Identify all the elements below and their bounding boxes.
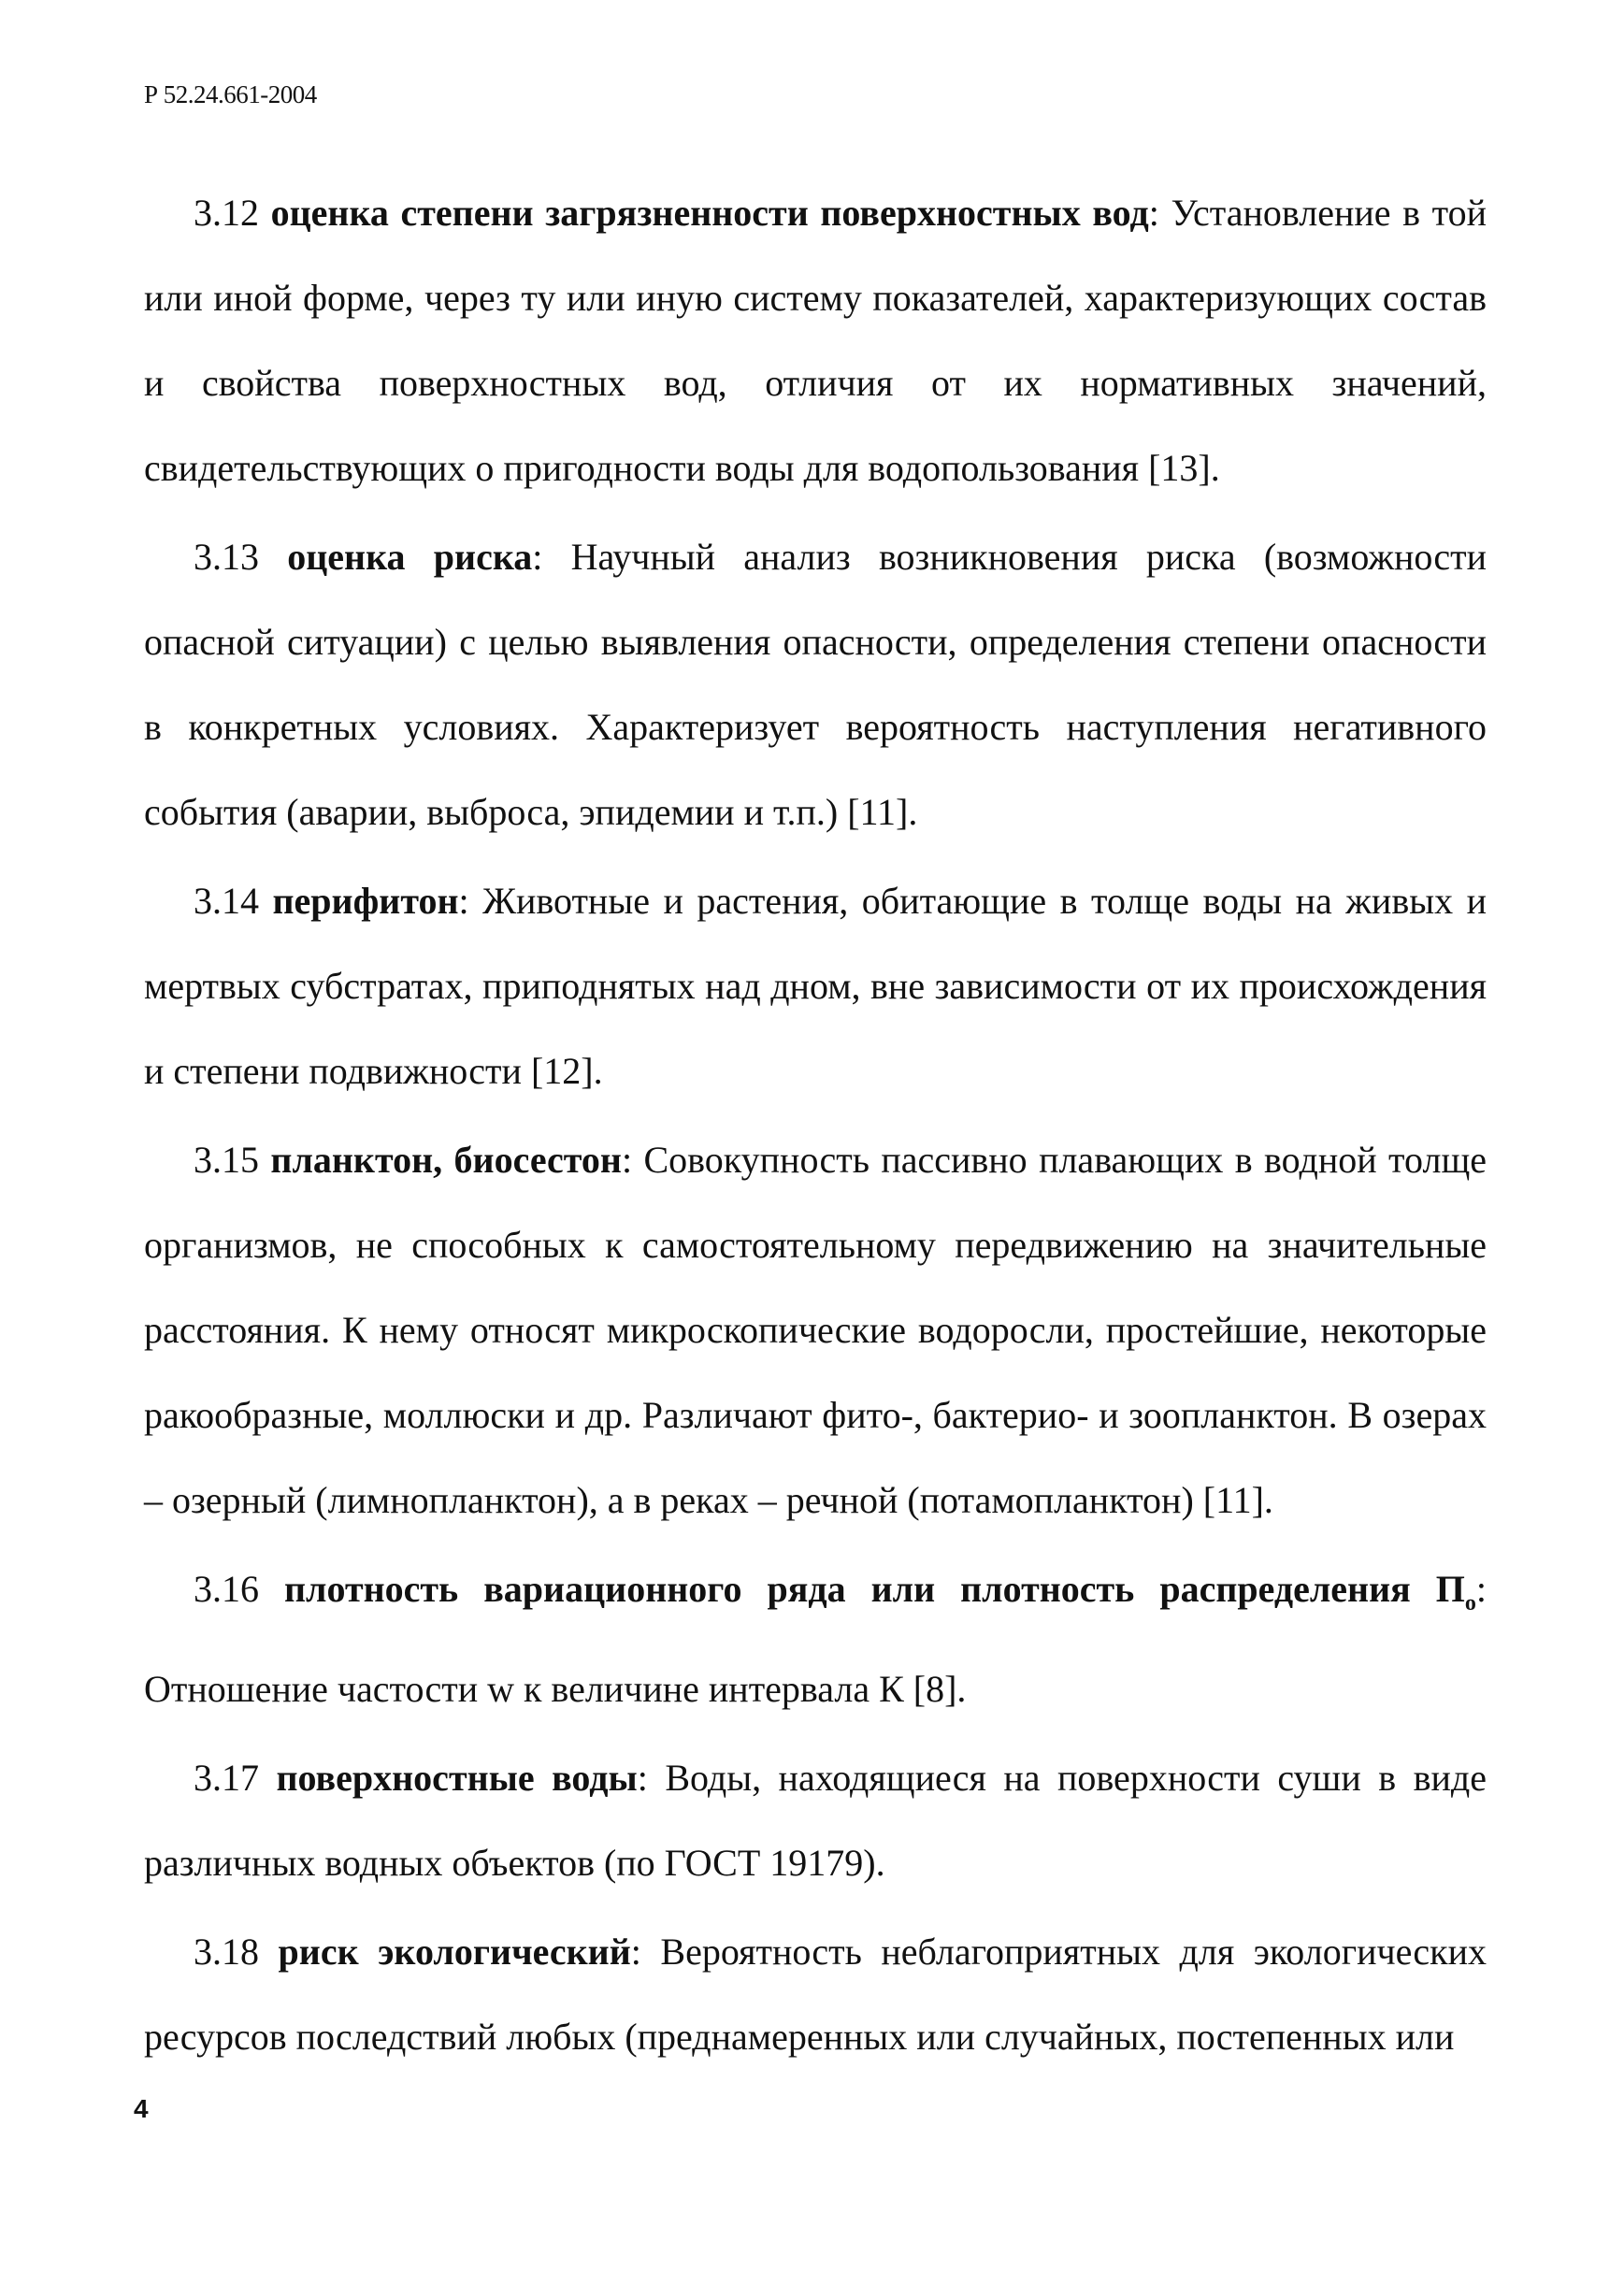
definition-number: 3.16 [194, 1568, 259, 1610]
definition-term: оценка степени загрязненности поверхностных вод [270, 192, 1149, 234]
definition-number: 3.15 [194, 1139, 259, 1181]
definition-number: 3.13 [194, 536, 259, 578]
definition-text: Совокупность пассивно плавающих в водной толще организмов, не способных к самостоятельному передвижению на значительные расстояния. К нему относят микроскопические водоросли, простейшие, некоторые ракообразные, моллюски и др. Различают фито-, бактерио- и зоопланктон. В озерах – озерный (лимнопланктон), а в реках – речной (потамопланктон) [11]. [144, 1139, 1487, 1521]
definition-term: оценка риска [287, 536, 533, 578]
definition-3-14: 3.14 перифитон: Животные и растения, обитающие в толще воды на живых и мертвых субстратах, приподнятых над дном, вне зависимости от их происхождения и степени подвижности [12]. [144, 880, 1487, 1092]
definition-number: 3.12 [194, 192, 259, 234]
definition-text: Отношение частости w к величине интервала К [8]. [144, 1668, 967, 1710]
definition-3-15: 3.15 планктон, биосестон: Совокупность пассивно плавающих в водной толще организмов, не способных к самостоятельному передвижению на значительные расстояния. К нему относят микроскопические водоросли, простейшие, некоторые ракообразные, моллюски и др. Различают фито-, бактерио- и зоопланктон. В озерах – озерный (лимнопланктон), а в реках – речной (потамопланктон) [11]. [144, 1139, 1487, 1521]
definition-term: перифитон [272, 880, 459, 922]
definition-text: Воды, находящиеся на поверхности суши в виде различных водных объектов (по ГОСТ 19179). [144, 1757, 1487, 1884]
definition-text: Животные и растения, обитающие в толще воды на живых и мертвых субстратах, приподнятых над дном, вне зависимости от их происхождения и степени подвижности [12]. [144, 880, 1487, 1092]
definition-text: Научный анализ возникновения риска (возможности опасной ситуации) с целью выявления опасности, определения степени опасности в конкретных условиях. Характеризует вероятность наступления негативного события (аварии, выброса, эпидемии и т.п.) [11]. [144, 536, 1487, 833]
definition-term: поверхностные воды [276, 1757, 638, 1799]
definitions-section [144, 170, 1487, 2083]
term-subscript: о [1464, 1591, 1476, 1615]
definition-3-13: 3.13 оценка риска: Научный анализ возникновения риска (возможности опасной ситуации) с целью выявления опасности, определения степени опасности в конкретных условиях. Характеризует вероятность наступления негативного события (аварии, выброса, эпидемии и т.п.) [11]. [144, 536, 1487, 833]
page-number: 4 [134, 2094, 149, 2123]
definition-term: планктон, биосестон [270, 1139, 622, 1181]
definition-text: Вероятность неблагоприятных для экологических ресурсов последствий любых (преднамеренных или случайных, постепенных или [144, 1931, 1487, 2058]
definition-3-12: 3.12 оценка степени загрязненности поверхностных вод: Установление в той или иной форме, через ту или иную систему показателей, характеризующих состав и свойства поверхностных вод, отличия от их нормативных значений, свидетельствующих о пригодности воды для водопользования [13]. [144, 192, 1487, 489]
definition-number: 3.17 [194, 1757, 259, 1799]
definition-term: риск экологический [278, 1931, 631, 1973]
definition-3-18: 3.18 риск экологический: Вероятность неблагоприятных для экологических ресурсов последствий любых (преднамеренных или случайных, постепенных или [144, 1931, 1487, 2058]
definition-term: плотность вариационного ряда или плотность распределения П [284, 1568, 1465, 1610]
document-id-header: Р 52.24.661-2004 [144, 80, 317, 108]
definition-3-17: 3.17 поверхностные воды: Воды, находящиеся на поверхности суши в виде различных водных объектов (по ГОСТ 19179). [144, 1757, 1487, 1884]
definition-3-16: 3.16 плотность вариационного ряда или плотность распределения $П_о$: Отношение частости w к величине интервала К [8]. [144, 1568, 1487, 1710]
definition-number: 3.14 [194, 880, 259, 922]
definition-text: Установление в той или иной форме, через ту или иную систему показателей, характеризующих состав и свойства поверхностных вод, отличия от их нормативных значений, свидетельствующих о пригодности воды для водопользования [13]. [144, 192, 1487, 489]
definition-number: 3.18 [194, 1931, 259, 1973]
